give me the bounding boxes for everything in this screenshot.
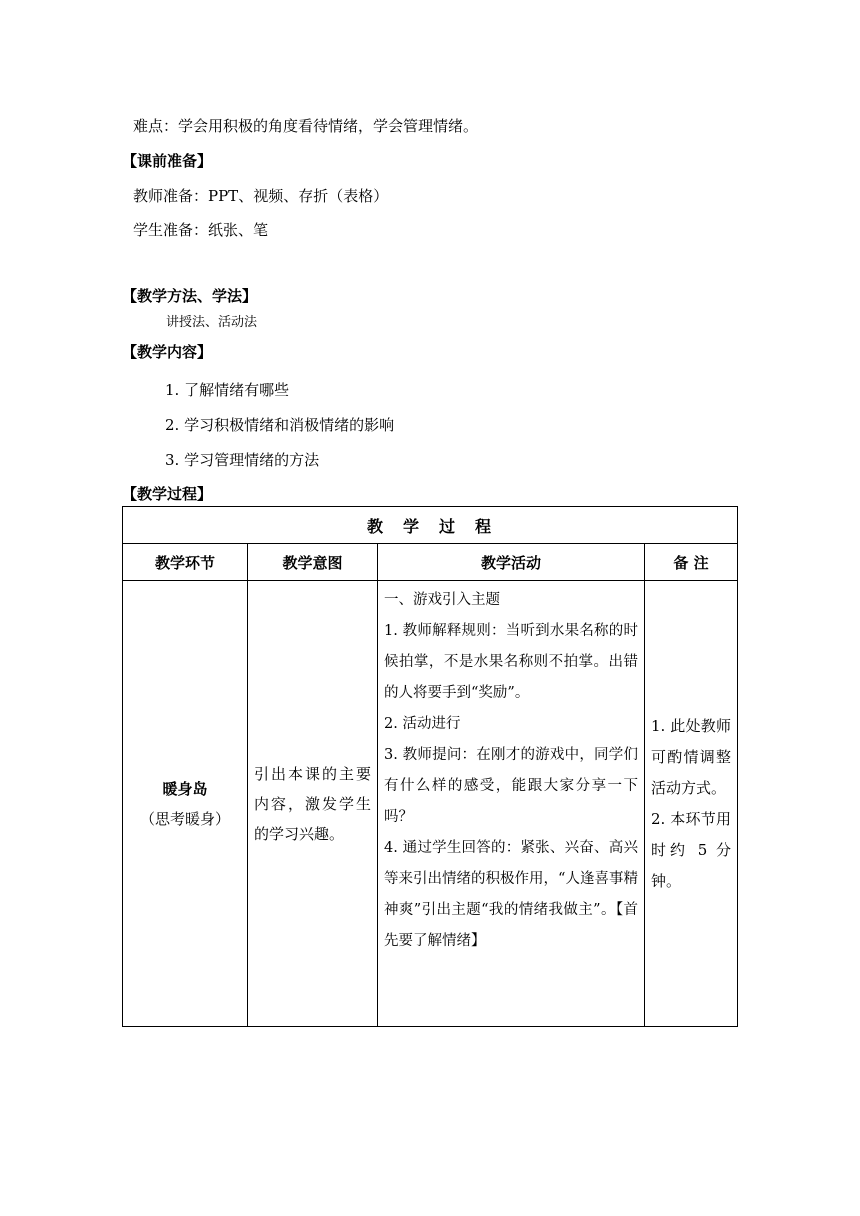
activity-item: 1. 教师解释规则：当听到水果名称的时候拍掌，不是水果名称则不拍掌。出错的人将要手到“奖励”。 xyxy=(384,623,638,701)
process-heading: 【教学过程】 xyxy=(122,485,213,503)
stage-name: 暖身岛 xyxy=(162,779,208,798)
table-row xyxy=(123,581,738,1027)
teaching-process-table xyxy=(122,506,738,1027)
header-activity: 教学活动 xyxy=(378,544,645,581)
content-heading: 【教学内容】 xyxy=(122,343,213,361)
activity-item: 3. 教师提问：在刚才的游戏中，同学们有什么样的感受，能跟大家分享一下吗？ xyxy=(384,747,638,825)
stage-subtitle: （思考暖身） xyxy=(139,809,230,828)
activity-item: 4. 通过学生回答的：紧张、兴奋、高兴等来引出情绪的积极作用，“人逢喜事精神爽”引出主题“我的情绪我做主”。【首先要了解情绪】 xyxy=(384,840,638,949)
table-title: 教 学 过 程 xyxy=(123,507,738,544)
teacher-prep-text: 教师准备：PPT、视频、存折（表格） xyxy=(133,187,389,205)
header-notes: 备 注 xyxy=(645,544,738,581)
method-text: 讲授法、活动法 xyxy=(166,315,258,330)
stage-cell xyxy=(123,581,248,1027)
content-item: 1. 了解情绪有哪些 xyxy=(165,381,290,399)
note-item: 2. 本环节用时约 5 分钟。 xyxy=(651,809,732,890)
content-item: 2. 学习积极情绪和消极情绪的影响 xyxy=(165,416,395,434)
header-intent: 教学意图 xyxy=(248,544,378,581)
activity-cell xyxy=(378,581,645,1027)
student-prep-text: 学生准备：纸张、笔 xyxy=(133,221,269,239)
method-heading: 【教学方法、学法】 xyxy=(122,287,258,305)
intent-cell: 引出本课的主要内容，激发学生的学习兴趣。 xyxy=(248,581,378,1027)
prep-heading: 【课前准备】 xyxy=(122,152,213,170)
difficulty-text: 难点：学会用积极的角度看待情绪，学会管理情绪。 xyxy=(133,117,479,135)
notes-cell xyxy=(645,581,738,1027)
content-item: 3. 学习管理情绪的方法 xyxy=(165,451,320,469)
activity-item: 2. 活动进行 xyxy=(384,716,461,732)
activity-item: 一、游戏引入主题 xyxy=(384,592,500,608)
header-stage: 教学环节 xyxy=(123,544,248,581)
note-item: 1. 此处教师可酌情调整活动方式。 xyxy=(651,716,732,797)
